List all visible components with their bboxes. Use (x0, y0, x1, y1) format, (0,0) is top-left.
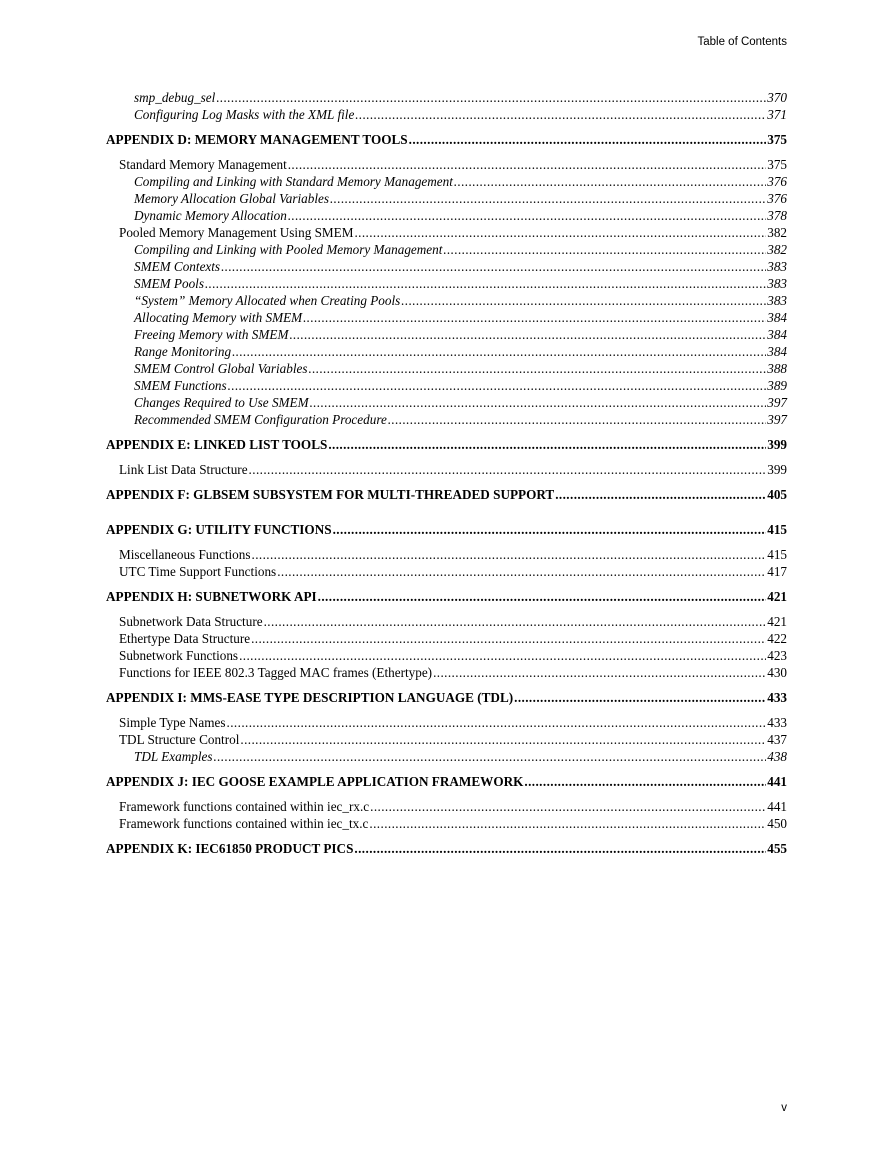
toc-entry-title: Functions for IEEE 802.3 Tagged MAC frames (Ethertype) (119, 665, 433, 680)
dot-leader (433, 664, 766, 681)
toc-entry[interactable] (106, 309, 787, 326)
toc-entry-page: 433 (767, 715, 787, 730)
toc-entry-title: Pooled Memory Management Using SMEM (119, 225, 354, 240)
toc-entry-title: SMEM Functions (134, 378, 227, 393)
toc-entry-page: 397 (767, 412, 787, 427)
toc-entry-page: 417 (767, 564, 787, 579)
dot-leader (251, 630, 766, 647)
toc-entry[interactable] (106, 546, 787, 563)
toc-entry-title: Framework functions contained within iec_tx.c (119, 816, 369, 831)
toc-entry-page: 421 (767, 589, 787, 604)
dot-leader (264, 613, 767, 630)
toc-entry-title: Subnetwork Data Structure (119, 614, 263, 629)
toc-entry-page: 384 (767, 327, 787, 342)
toc-entry-title: “System” Memory Allocated when Creating Pools (134, 293, 401, 308)
table-of-contents (106, 89, 787, 858)
toc-entry-title: APPENDIX I: MMS-EASE TYPE DESCRIPTION LANGUAGE (TDL) (106, 690, 514, 705)
toc-entry-appendix[interactable] (106, 688, 787, 707)
dot-leader (401, 292, 766, 309)
toc-entry-title: TDL Structure Control (119, 732, 240, 747)
toc-entry-title: Subnetwork Functions (119, 648, 239, 663)
dot-leader (354, 224, 766, 241)
dot-leader (555, 485, 766, 504)
toc-entry-page: 375 (767, 157, 787, 172)
dot-leader (249, 461, 767, 478)
toc-entry[interactable] (106, 326, 787, 343)
toc-entry-title: Memory Allocation Global Variables (134, 191, 329, 206)
toc-entry-page: 399 (767, 437, 787, 452)
toc-entry-page: 415 (767, 522, 787, 537)
toc-entry-appendix[interactable] (106, 839, 787, 858)
toc-entry[interactable] (106, 360, 787, 377)
toc-entry-page: 383 (767, 276, 787, 291)
toc-entry[interactable] (106, 106, 787, 123)
toc-entry-title: Simple Type Names (119, 715, 226, 730)
dot-leader (354, 839, 766, 858)
dot-leader (409, 130, 767, 149)
toc-entry-page: 370 (767, 90, 787, 105)
toc-entry-title: SMEM Control Global Variables (134, 361, 308, 376)
toc-entry[interactable] (106, 207, 787, 224)
toc-entry-title: SMEM Contexts (134, 259, 221, 274)
toc-entry-page: 423 (767, 648, 787, 663)
toc-entry-page: 399 (767, 462, 787, 477)
dot-leader (309, 360, 767, 377)
toc-entry-page: 388 (767, 361, 787, 376)
toc-entry-title: Compiling and Linking with Pooled Memory Management (134, 242, 443, 257)
toc-entry-title: SMEM Pools (134, 276, 204, 291)
toc-entry-title: Changes Required to Use SMEM (134, 395, 309, 410)
toc-entry-appendix[interactable] (106, 485, 787, 504)
toc-entry-page: 383 (767, 259, 787, 274)
toc-entry[interactable] (106, 292, 787, 309)
dot-leader (288, 156, 766, 173)
toc-entry-page: 455 (767, 841, 787, 856)
dot-leader (514, 688, 766, 707)
toc-entry-page: 384 (767, 344, 787, 359)
toc-entry[interactable] (106, 190, 787, 207)
toc-entry[interactable] (106, 664, 787, 681)
toc-entry-title: TDL Examples (134, 749, 213, 764)
dot-leader (318, 587, 767, 606)
toc-entry-appendix[interactable] (106, 520, 787, 539)
toc-entry-title: Freeing Memory with SMEM (134, 327, 289, 342)
toc-entry-page: 422 (767, 631, 787, 646)
toc-entry-title: Framework functions contained within iec_rx.c (119, 799, 370, 814)
toc-entry-page: 441 (767, 774, 787, 789)
toc-entry[interactable] (106, 89, 787, 106)
toc-entry-title: Range Monitoring (134, 344, 232, 359)
dot-leader (252, 546, 767, 563)
dot-leader (454, 173, 766, 190)
toc-entry[interactable] (106, 731, 787, 748)
dot-leader (310, 394, 767, 411)
toc-entry[interactable] (106, 798, 787, 815)
toc-entry-appendix[interactable] (106, 130, 787, 149)
toc-entry[interactable] (106, 224, 787, 241)
dot-leader (288, 207, 766, 224)
toc-entry-page: 376 (767, 174, 787, 189)
toc-entry[interactable] (106, 411, 787, 428)
dot-leader (216, 89, 766, 106)
dot-leader (370, 798, 766, 815)
toc-entry[interactable] (106, 156, 787, 173)
toc-entry[interactable] (106, 241, 787, 258)
toc-entry-appendix[interactable] (106, 435, 787, 454)
dot-leader (355, 106, 766, 123)
toc-entry-title: Recommended SMEM Configuration Procedure (134, 412, 387, 427)
dot-leader (228, 377, 767, 394)
toc-entry[interactable] (106, 173, 787, 190)
toc-entry-title: APPENDIX F: GLBSEM SUBSYSTEM FOR MULTI-THREADED SUPPORT (106, 487, 555, 502)
toc-entry[interactable] (106, 815, 787, 832)
toc-entry-page: 421 (767, 614, 787, 629)
dot-leader (333, 520, 767, 539)
toc-entry-page: 430 (767, 665, 787, 680)
toc-entry-page: 375 (767, 132, 787, 147)
toc-entry-page: 397 (767, 395, 787, 410)
toc-entry[interactable] (106, 461, 787, 478)
running-header: Table of Contents (697, 36, 787, 48)
toc-entry-title: Dynamic Memory Allocation (134, 208, 287, 223)
toc-entry-page: 450 (767, 816, 787, 831)
toc-entry-page: 438 (767, 749, 787, 764)
dot-leader (240, 731, 766, 748)
toc-entry[interactable] (106, 630, 787, 647)
toc-entry-page: 382 (767, 242, 787, 257)
toc-entry[interactable] (106, 563, 787, 580)
toc-entry-title: Standard Memory Management (119, 157, 287, 172)
toc-entry-page: 405 (767, 487, 787, 502)
dot-leader (369, 815, 766, 832)
dot-leader (214, 748, 767, 765)
dot-leader (221, 258, 766, 275)
dot-leader (232, 343, 766, 360)
toc-entry-title: UTC Time Support Functions (119, 564, 277, 579)
toc-entry-page: 382 (767, 225, 787, 240)
toc-entry-page: 437 (767, 732, 787, 747)
toc-entry[interactable] (106, 394, 787, 411)
toc-entry-title: Ethertype Data Structure (119, 631, 251, 646)
toc-entry-page: 389 (767, 378, 787, 393)
toc-entry[interactable] (106, 343, 787, 360)
toc-entry-page: 383 (767, 293, 787, 308)
toc-entry-page: 371 (767, 107, 787, 122)
toc-entry-page: 433 (767, 690, 787, 705)
toc-entry-page: 378 (767, 208, 787, 223)
toc-entry-title: Configuring Log Masks with the XML file (134, 107, 355, 122)
dot-leader (303, 309, 766, 326)
toc-entry-title: APPENDIX G: UTILITY FUNCTIONS (106, 522, 332, 537)
toc-entry-appendix[interactable] (106, 587, 787, 606)
page-number: v (781, 1102, 787, 1114)
toc-entry[interactable] (106, 647, 787, 664)
toc-entry-title: Link List Data Structure (119, 462, 248, 477)
toc-entry-appendix[interactable] (106, 772, 787, 791)
toc-entry-page: 376 (767, 191, 787, 206)
dot-leader (239, 647, 766, 664)
toc-entry-title: APPENDIX H: SUBNETWORK API (106, 589, 317, 604)
toc-entry-title: Compiling and Linking with Standard Memory Management (134, 174, 453, 189)
dot-leader (388, 411, 766, 428)
dot-leader (524, 772, 766, 791)
toc-entry-page: 415 (767, 547, 787, 562)
toc-entry-title: APPENDIX E: LINKED LIST TOOLS (106, 437, 328, 452)
toc-entry-page: 384 (767, 310, 787, 325)
toc-entry-title: APPENDIX J: IEC GOOSE EXAMPLE APPLICATION FRAMEWORK (106, 774, 524, 789)
toc-entry[interactable] (106, 613, 787, 630)
toc-entry-title: Allocating Memory with SMEM (134, 310, 303, 325)
toc-entry-title: Miscellaneous Functions (119, 547, 251, 562)
dot-leader (328, 435, 766, 454)
toc-entry-title: APPENDIX K: IEC61850 PRODUCT PICS (106, 841, 354, 856)
toc-entry[interactable] (106, 748, 787, 765)
dot-leader (227, 714, 767, 731)
dot-leader (289, 326, 766, 343)
toc-entry-page: 441 (767, 799, 787, 814)
toc-entry[interactable] (106, 258, 787, 275)
toc-entry[interactable] (106, 275, 787, 292)
toc-entry[interactable] (106, 377, 787, 394)
toc-entry-title: APPENDIX D: MEMORY MANAGEMENT TOOLS (106, 132, 408, 147)
dot-leader (277, 563, 766, 580)
toc-entry-title: smp_debug_sel (134, 90, 216, 105)
dot-leader (205, 275, 766, 292)
dot-leader (330, 190, 766, 207)
dot-leader (443, 241, 766, 258)
toc-entry[interactable] (106, 714, 787, 731)
